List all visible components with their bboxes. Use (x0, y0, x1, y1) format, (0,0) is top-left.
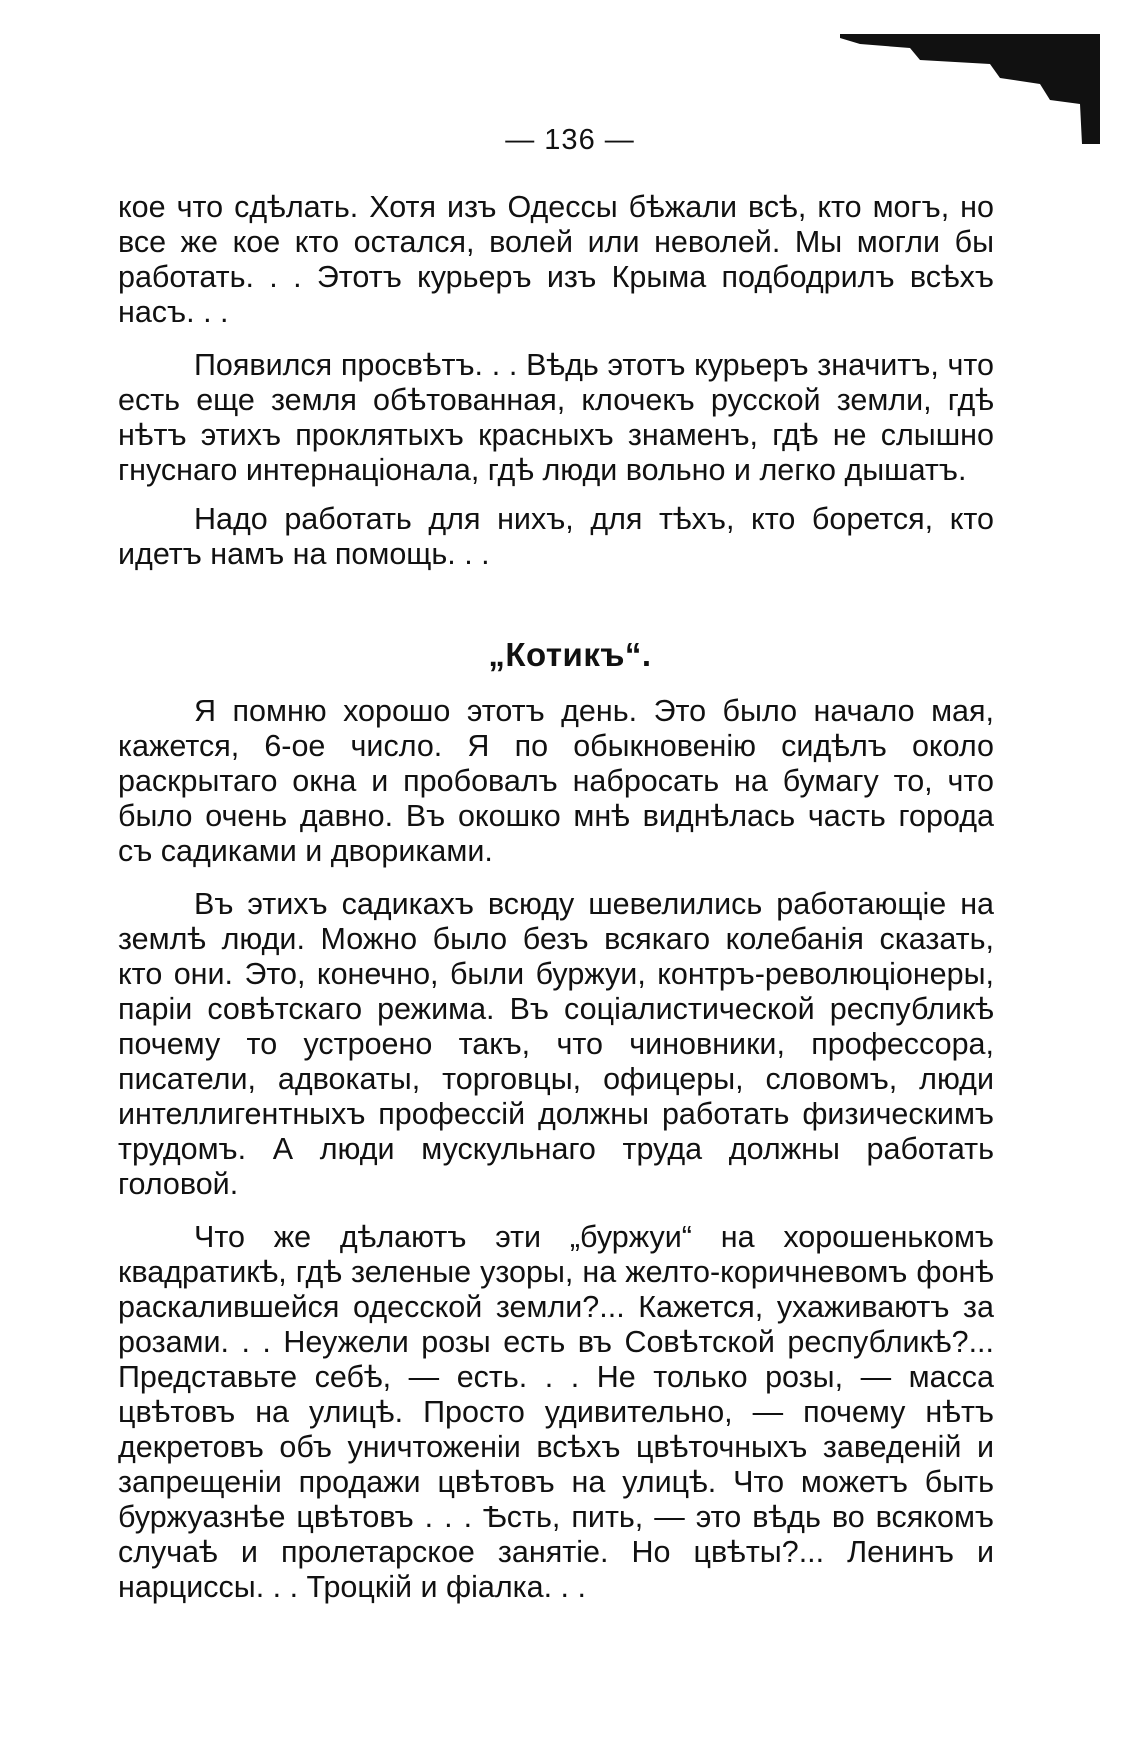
paragraph: кое что сдѣлать. Хотя изъ Одессы бѣжали всѣ, кто могъ, но все же кое кто остался, волей или неволей. Мы могли бы работать. . . Этотъ курьеръ изъ Крыма подбодрилъ всѣхъ насъ. . . (118, 190, 994, 329)
chapter-title: „Котикъ“. (488, 636, 652, 673)
paragraph: Что же дѣлаютъ эти „буржуи“ на хорошенькомъ квадратикѣ, гдѣ зеленые узоры, на желто-коричневомъ фонѣ раскалившейся одесской земли?... Кажется, ухаживаютъ за розами. . . Неужели розы есть въ Совѣтской республикѣ?... Представьте себѣ, — есть. . . Не только розы, — масса цвѣтовъ на улицѣ. Просто удивительно, — почему нѣтъ декретовъ объ уничтоженіи всѣхъ цвѣточныхъ заведеній и запрещеніи продажи цвѣтовъ на улицѣ. Что можетъ быть буржуазнѣе цвѣтовъ . . . Ѣсть, пить, — это вѣдь во всякомъ случаѣ и пролетарское занятіе. Но цвѣты?... Ленинъ и нарциссы. . . Троцкій и фіалка. . . (118, 1220, 994, 1604)
paragraph: Въ этихъ садикахъ всюду шевелились работающіе на землѣ люди. Можно было безъ всякаго колебанія сказать, кто они. Это, конечно, были буржуи, контръ-революціонеры, паріи совѣтскаго режима. Въ соціалистической республикѣ почему то устроено такъ, что чиновники, профессора, писатели, адвокаты, торговцы, офицеры, словомъ, люди интеллигентныхъ профессій должны работать физическимъ трудомъ. А люди мускульнаго труда должны работать головой. (118, 887, 994, 1201)
page-number: — 136 — (505, 124, 635, 156)
paragraph: Надо работать для нихъ, для тѣхъ, кто борется, кто идетъ намъ на помощь. . . (118, 502, 994, 571)
paragraph: Появился просвѣтъ. . . Вѣдь этотъ курьеръ значитъ, что есть еще земля обѣтованная, клочекъ русской земли, гдѣ нѣтъ этихъ проклятыхъ красныхъ знаменъ, гдѣ не слышно гнуснаго интернаціонала, гдѣ люди вольно и легко дышатъ. (118, 348, 994, 487)
section-1-text (118, 190, 994, 572)
paragraph: Я помню хорошо этотъ день. Это было начало мая, кажется, 6-ое число. Я по обыкновенію сидѣлъ около раскрытаго окна и пробовалъ набросать на бумагу то, что было очень давно. Въ окошко мнѣ виднѣлась часть города съ садиками и двориками. (118, 694, 994, 868)
section-2-text (118, 694, 994, 1605)
